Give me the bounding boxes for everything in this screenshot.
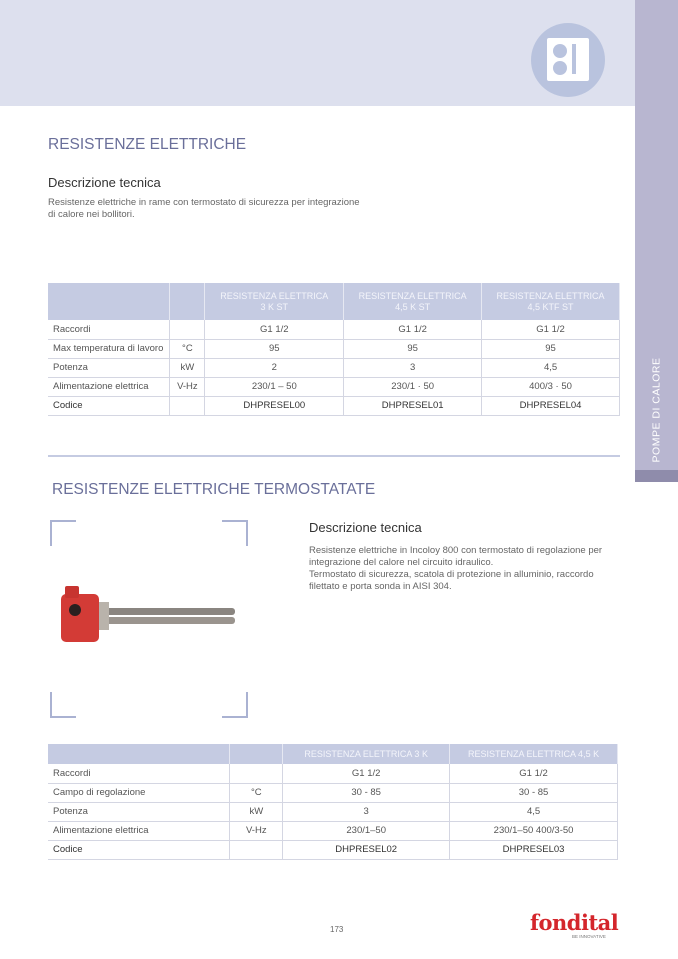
heat-pump-icon: [531, 23, 605, 97]
section2-subtitle: Descrizione tecnica: [309, 520, 422, 535]
table-cell: 2: [205, 358, 344, 377]
section1-title: RESISTENZE ELETTRICHE: [48, 136, 247, 153]
table-cell: G1 1/2: [482, 320, 620, 339]
table-cell: G1 1/2: [344, 320, 482, 339]
table-cell: 230/1–50 400/3-50: [450, 821, 618, 840]
table-part: [48, 283, 620, 320]
table-cell: Alimentazione elettrica: [48, 377, 170, 396]
desc-line: filettato e porta sonda in AISI 304.: [309, 581, 452, 592]
table-row: [48, 320, 620, 339]
table-cell: DHPRESEL00: [205, 396, 344, 415]
col-header: RESISTENZA ELETTRICA 4,5 K: [450, 744, 618, 764]
table-cell: Raccordi: [48, 320, 170, 339]
table-row: [48, 339, 620, 358]
desc-line: Resistenze elettriche in rame con termostato di sicurezza per integrazione: [48, 197, 360, 208]
table-cell: 400/3 · 50: [482, 377, 620, 396]
table-cell: 3: [283, 802, 450, 821]
table-cell: Potenza: [48, 802, 230, 821]
section2-description: [309, 545, 602, 593]
table-cell: DHPRESEL02: [283, 840, 450, 859]
section1-description: [48, 197, 360, 221]
col-header: RESISTENZA ELETTRICA 3 K: [283, 744, 450, 764]
table-part: [48, 744, 618, 764]
table-row: [48, 377, 620, 396]
brand-tagline: BE INNOVATIVE: [572, 934, 606, 939]
table-cell: 230/1–50: [283, 821, 450, 840]
table-cell: G1 1/2: [450, 764, 618, 783]
table-cell: 30 - 85: [450, 783, 618, 802]
section-divider: [48, 455, 620, 457]
table-cell: kW: [230, 802, 283, 821]
table-cell: °C: [170, 339, 205, 358]
table-cell: V-Hz: [170, 377, 205, 396]
table-cell: 30 - 85: [283, 783, 450, 802]
side-tab-text: POMPE DI CALORE: [650, 357, 663, 463]
desc-line: integrazione del calore nel circuito idraulico.: [309, 557, 494, 568]
table-cell: 230/1 – 50: [205, 377, 344, 396]
table-row: [48, 783, 618, 802]
table-row: [48, 840, 618, 859]
spec-table-1: [48, 283, 620, 416]
table-cell: Alimentazione elettrica: [48, 821, 230, 840]
col-header: RESISTENZA ELETTRICA 4,5 KTF ST: [482, 283, 620, 320]
table-cell: °C: [230, 783, 283, 802]
heater-illustration: [55, 580, 240, 660]
table-cell: [170, 396, 205, 415]
table-cell: V-Hz: [230, 821, 283, 840]
table-cell: [230, 764, 283, 783]
table-cell: DHPRESEL04: [482, 396, 620, 415]
table-cell: [170, 320, 205, 339]
desc-line: Termostato di sicurezza, scatola di protezione in alluminio, raccordo: [309, 569, 594, 580]
table-part: [48, 744, 230, 764]
side-tab-label: [635, 357, 678, 463]
table-part: [170, 283, 205, 320]
table-row: [48, 764, 618, 783]
section2-title: RESISTENZE ELETTRICHE TERMOSTATATE: [52, 481, 376, 498]
table-cell: 4,5: [450, 802, 618, 821]
table-cell: Raccordi: [48, 764, 230, 783]
table-cell: Max temperatura di lavoro: [48, 339, 170, 358]
table-cell: 3: [344, 358, 482, 377]
table-cell: G1 1/2: [205, 320, 344, 339]
table-row: [48, 396, 620, 415]
table-cell: 230/1 · 50: [344, 377, 482, 396]
desc-line: di calore nei bollitori.: [48, 209, 135, 220]
col-header: RESISTENZA ELETTRICA 4,5 K ST: [344, 283, 482, 320]
table-cell: 95: [205, 339, 344, 358]
table-cell: DHPRESEL03: [450, 840, 618, 859]
table-cell: [230, 840, 283, 859]
fondital-logo: fondital: [530, 910, 619, 935]
table-part: [230, 744, 283, 764]
table-cell: kW: [170, 358, 205, 377]
table-cell: Codice: [48, 840, 230, 859]
table-cell: 95: [482, 339, 620, 358]
section1-subtitle: Descrizione tecnica: [48, 175, 161, 190]
spec-table-2: [48, 744, 618, 860]
table-cell: Campo di regolazione: [48, 783, 230, 802]
table-cell: G1 1/2: [283, 764, 450, 783]
table-cell: 95: [344, 339, 482, 358]
table-row: [48, 802, 618, 821]
table-cell: 4,5: [482, 358, 620, 377]
table-cell: Potenza: [48, 358, 170, 377]
table-part: [48, 283, 170, 320]
table-row: [48, 821, 618, 840]
table-cell: DHPRESEL01: [344, 396, 482, 415]
col-header: RESISTENZA ELETTRICA 3 K ST: [205, 283, 344, 320]
desc-line: Resistenze elettriche in Incoloy 800 con termostato di regolazione per: [309, 545, 603, 556]
table-row: [48, 358, 620, 377]
table-cell: Codice: [48, 396, 170, 415]
page-number: 173: [330, 925, 344, 934]
